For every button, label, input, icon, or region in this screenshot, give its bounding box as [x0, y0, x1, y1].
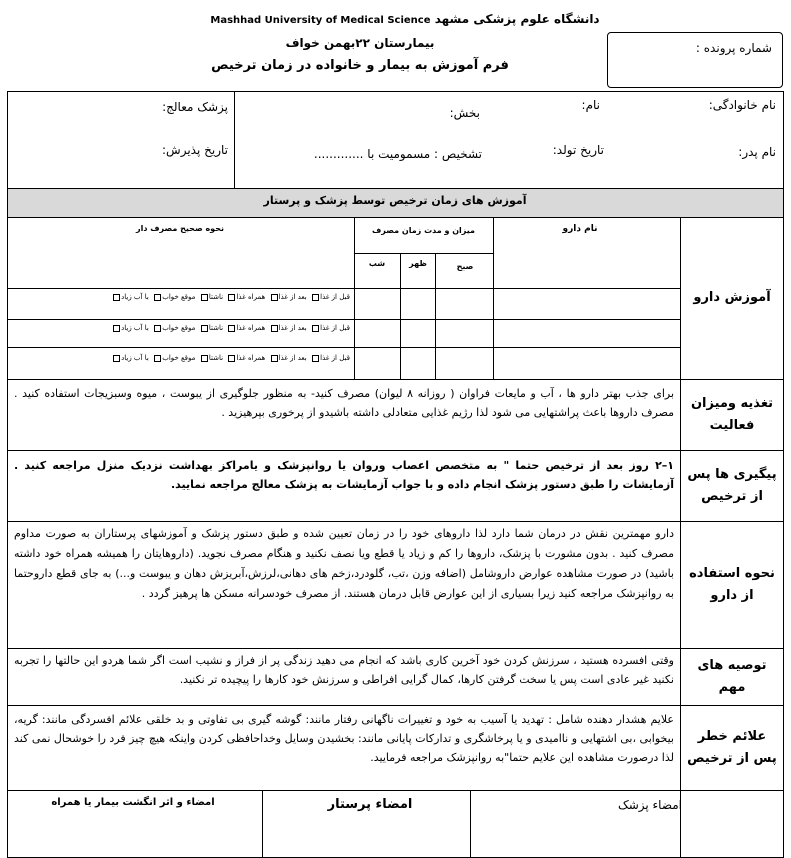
- medication-usage-text: دارو مهمترین نقش در درمان شما دارد لذا داروهای خود را در زمان تعیین شده و طبق دستور پزشک و آموزشهای پرستاران به صورت مداوم مصرف کنید . بدون مشورت با پزشک، داروها را کم و زیاد یا قطع ویا نصف نکنید و هنگام مصرف نجوید. (داروهایتان را همیشه همراه خود داشته باشید) در صورت مشاهده عوارض داروشامل (اضافه وزن ،تب، گلودرد،زخم های دهانی،لرزش،آبریزش دهان و یبوست و...) به جای قطع داروحتما به روانپزشک مراجعه کنید زیرا بسیاری از این عوارض قابل درمان هستند. از مصرف خودسرانه مسکن ها پرهیز گردد .: [14, 527, 674, 600]
- col-amount-duration: میزان و مدت زمان مصرف: [372, 226, 475, 235]
- col-noon: ظهر: [409, 259, 427, 268]
- university-name-en: Mashhad University of Medical Science: [210, 15, 431, 26]
- nutrition-text: برای جذب بهتر دارو ها ، آب و مایعات فراوان ( روزانه ۸ لیوان) مصرف کنید- به منظور جلوگیری از یبوست ، میوه وسبزیجات استفاده کنید . مصرف داروها باعث پراشتهایی می شود لذا رژیم غذایی متعادلی داشته باشیدو از پرخوری بپرهیزید .: [14, 387, 675, 419]
- col-night: شب: [368, 259, 386, 268]
- birth-date-field[interactable]: تاریخ تولد:: [552, 143, 604, 157]
- row-label-followup: پیگیری ها پس از ترخیص: [687, 467, 777, 504]
- option-after-meal[interactable]: بعد از غذا: [270, 354, 307, 362]
- option-bedtime[interactable]: موقع خواب: [153, 324, 195, 332]
- option-with-meal[interactable]: همراه غذا: [227, 324, 265, 332]
- family-name-field[interactable]: نام خانوادگی:: [708, 98, 776, 112]
- warning-signs-text: علایم هشدار دهنده شامل : تهدید یا آسیب به خود و تغییرات ناگهانی رفتار مانند: گوشه گیری بی تفاوتی و بد خلقی علائم افسردگی مانند: گریه، بیخوابی ،بی اشتهایی و ناامیدی و یا پرخاشگری و تدارکات پایانی مانند: بخشیدن وسایل وخداحافظی کردن واینکه هیچ چیز فرد را خوشحال نمی کند لذا درصورت مشاهده این علایم حتما"به روانپزشک مراجعه فرمایید.: [14, 713, 674, 764]
- option-bedtime[interactable]: موقع خواب: [153, 354, 195, 362]
- col-morning: صبح: [456, 262, 474, 271]
- option-before-meal[interactable]: قبل از غذا: [311, 324, 350, 332]
- option-fasting[interactable]: ناشتا: [200, 324, 223, 332]
- option-fasting[interactable]: ناشتا: [200, 293, 223, 301]
- option-plenty-water[interactable]: با آب زیاد: [112, 354, 149, 362]
- patient-signature[interactable]: امضاء و اثر انگشت بیمار یا همراه: [51, 797, 215, 808]
- row-label-medication: آموزش دارو: [693, 290, 771, 305]
- ward-field[interactable]: بخش:: [449, 106, 480, 120]
- first-name-field[interactable]: نام:: [581, 98, 600, 112]
- option-before-meal[interactable]: قبل از غذا: [311, 354, 350, 362]
- file-number-box[interactable]: [607, 32, 783, 88]
- form-title: فرم آموزش به بیمار و خانواده در زمان ترخیص: [211, 58, 509, 73]
- col-drug-name: نام دارو: [562, 224, 598, 234]
- hospital-name: بیمارستان ۲۲بهمن خواف: [285, 36, 435, 50]
- row-label-warning-signs: علائم خطر پس از ترخیص: [687, 729, 777, 766]
- option-after-meal[interactable]: بعد از غذا: [270, 324, 307, 332]
- option-with-meal[interactable]: همراه غذا: [227, 293, 265, 301]
- file-number-label: شماره پرونده :: [695, 41, 772, 55]
- col-method: نحوه صحیح مصرف دار: [136, 224, 224, 233]
- section-title: آموزش های زمان ترخیص توسط پزشک و پرستار: [263, 194, 527, 207]
- option-bedtime[interactable]: موقع خواب: [153, 293, 195, 301]
- admission-date-field[interactable]: تاریخ پذیرش:: [162, 143, 228, 157]
- important-advice-text: وقتی افسرده هستید ، سرزنش کردن خود آخرین کاری باشد که انجام می دهید زندگی پر از فراز و نشیب است اگر شما هردو این حالتها را تجربه نکنید غیر عادی است پس یا سخت گرفتن کارها، کمال گرایی افراطی و سرزنش خود کارها را پیچیده تر نکنید.: [14, 654, 674, 686]
- row-label-nutrition: تغذیه ومیزان فعالیت: [690, 396, 774, 433]
- option-plenty-water[interactable]: با آب زیاد: [112, 293, 149, 301]
- medication-options-row-3[interactable]: [50, 354, 350, 362]
- row-label-medication-usage: نحوه استفاده از دارو: [689, 566, 775, 603]
- option-after-meal[interactable]: بعد از غذا: [270, 293, 307, 301]
- university-name-fa: دانشگاه علوم پزشکی مشهد: [434, 12, 600, 26]
- diagnosis-field[interactable]: تشخیص : مسمومیت با .............: [313, 147, 482, 161]
- father-name-field[interactable]: نام پدر:: [738, 145, 776, 159]
- physician-field[interactable]: پزشک معالج:: [162, 100, 228, 114]
- followup-text: ۱–۲ روز بعد از ترخیص حتما " به متخصص اعصاب وروان یا روانپزشک و یامراکز بهداشت نزدیک منزل مراجعه کنید . آزمایشات را طبق دستور پزشک انجام داده و با جواب آزمایشات به پزشک معالج مراجعه نمایید.: [14, 459, 674, 491]
- option-with-meal[interactable]: همراه غذا: [227, 354, 265, 362]
- medication-options-row-2[interactable]: [50, 324, 350, 332]
- option-plenty-water[interactable]: با آب زیاد: [112, 324, 149, 332]
- row-label-important-advice: توصیه های مهم: [697, 658, 767, 695]
- option-fasting[interactable]: ناشتا: [200, 354, 223, 362]
- medication-options-row-1[interactable]: [50, 293, 350, 301]
- nurse-signature[interactable]: امضاء پرستار: [327, 797, 413, 812]
- option-before-meal[interactable]: قبل از غذا: [311, 293, 350, 301]
- physician-signature[interactable]: امضاء پزشک: [617, 798, 683, 812]
